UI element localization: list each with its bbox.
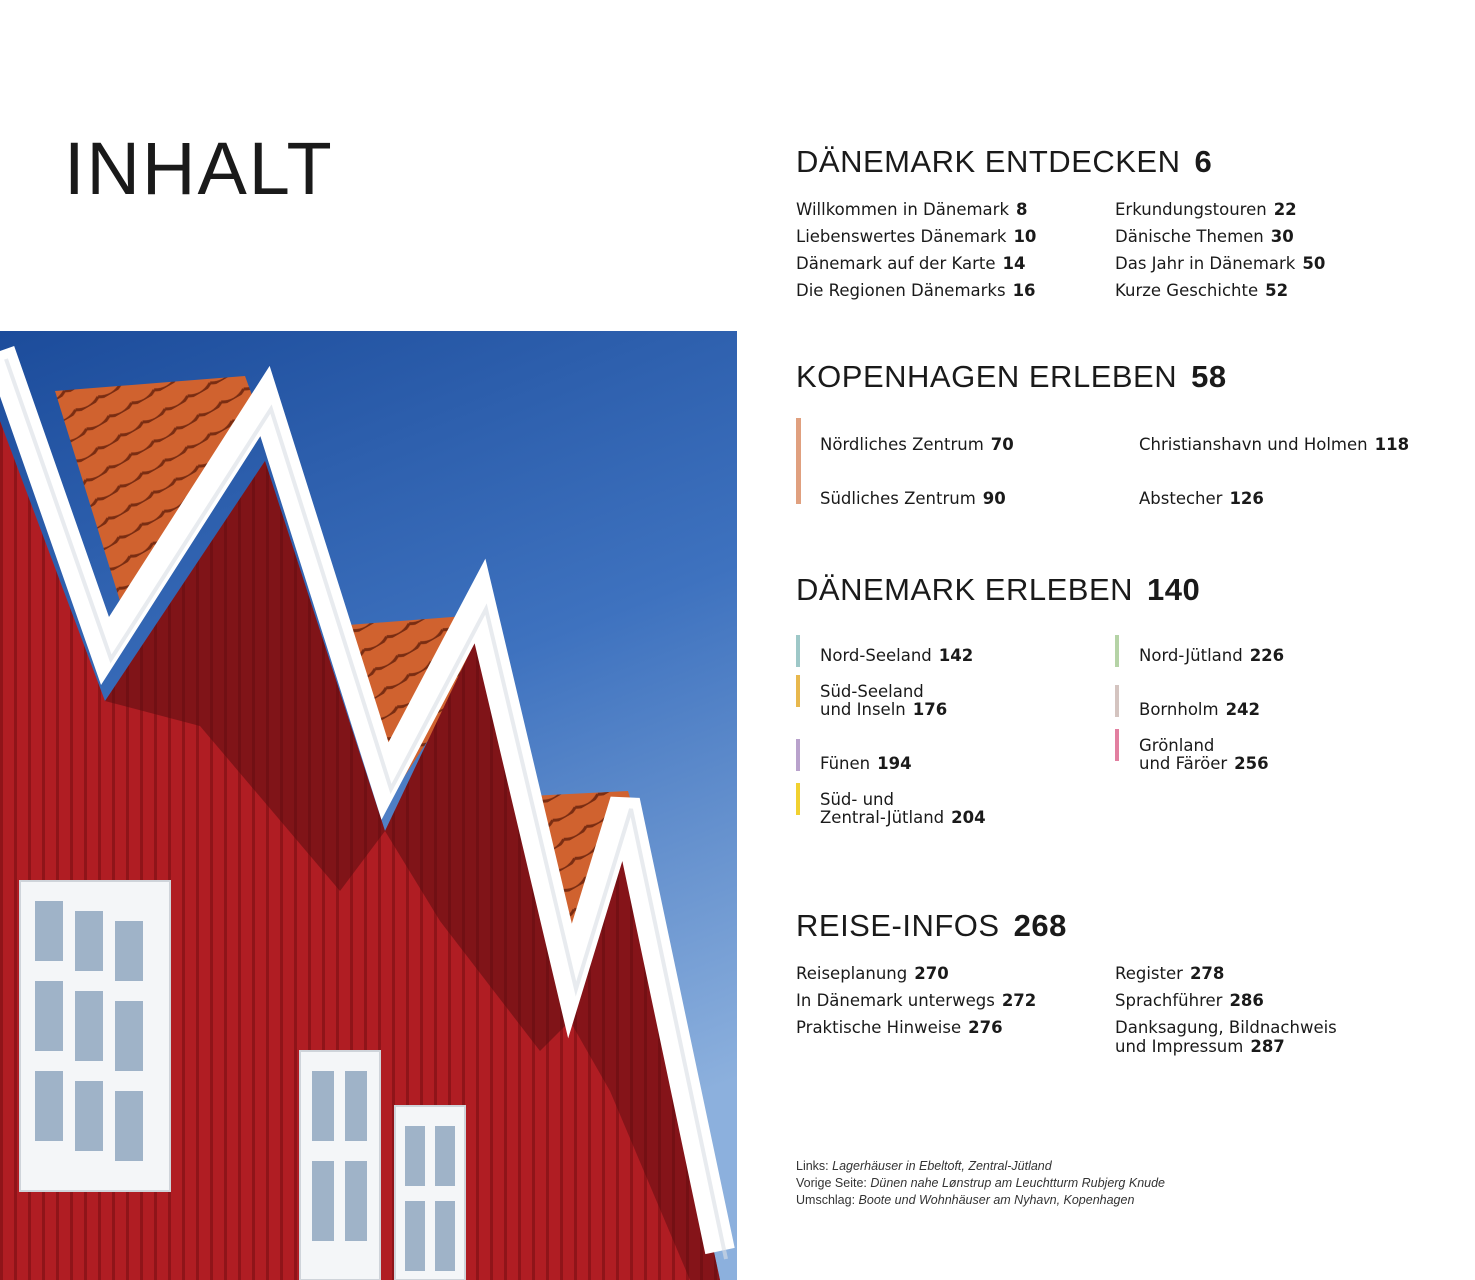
section-heading: REISE-INFOS 268 xyxy=(796,908,1067,943)
region-list xyxy=(796,647,1436,845)
toc-list xyxy=(796,960,1436,1056)
toc-entry[interactable]: Christianshavn und Holmen 118 xyxy=(1139,435,1410,454)
section-daenemark-erleben xyxy=(796,572,1436,827)
region-color-bar xyxy=(796,739,800,771)
photo-credits xyxy=(796,1158,1165,1209)
toc-entry[interactable]: Erkundungstouren 22 xyxy=(1115,200,1297,219)
page-title: INHALT xyxy=(64,127,334,210)
region-color-bar xyxy=(1115,635,1119,667)
section-heading: DÄNEMARK ERLEBEN 140 xyxy=(796,572,1201,607)
toc-entry[interactable]: Kurze Geschichte 52 xyxy=(1115,281,1289,300)
region-color-bar xyxy=(796,635,800,667)
toc-entry[interactable]: Das Jahr in Dänemark 50 xyxy=(1115,254,1326,273)
warehouse-illustration xyxy=(0,331,737,1280)
region-entry[interactable]: Grönland und Färöer 256 xyxy=(1115,737,1436,791)
region-entry[interactable]: Süd- und Zentral-Jütland 204 xyxy=(796,791,1115,845)
section-heading: DÄNEMARK ENTDECKEN 6 xyxy=(796,144,1213,179)
toc-entry[interactable]: Sprachführer 286 xyxy=(1115,991,1264,1010)
toc-entry[interactable]: Liebenswertes Dänemark 10 xyxy=(796,227,1037,246)
region-entry[interactable]: Bornholm 242 xyxy=(1115,683,1436,737)
section-reise-infos xyxy=(796,908,1436,1056)
toc-entry[interactable]: Praktische Hinweise 276 xyxy=(796,1018,1003,1037)
credit-line: Links: Lagerhäuser in Ebeltoft, Zentral-Jütland xyxy=(796,1159,1052,1173)
toc-entry[interactable]: Register 278 xyxy=(1115,964,1225,983)
region-entry[interactable]: Süd-Seeland und Inseln 176 xyxy=(796,683,1115,737)
toc-entry[interactable]: Reiseplanung 270 xyxy=(796,964,949,983)
section-daenemark-entdecken xyxy=(796,144,1436,300)
region-entry[interactable]: Fünen 194 xyxy=(796,737,1115,791)
credit-line: Vorige Seite: Dünen nahe Lønstrup am Leuchtturm Rubjerg Knude xyxy=(796,1176,1165,1190)
region-entry[interactable]: Nord-Seeland 142 xyxy=(796,647,1115,683)
toc-entry[interactable]: Die Regionen Dänemarks 16 xyxy=(796,281,1036,300)
toc-entry[interactable]: Dänische Themen 30 xyxy=(1115,227,1294,246)
toc-entry[interactable]: Nördliches Zentrum 70 xyxy=(820,435,1014,454)
toc-entry[interactable]: In Dänemark unterwegs 272 xyxy=(796,991,1037,1010)
region-color-bar xyxy=(1115,685,1119,717)
toc-entry[interactable]: Südliches Zentrum 90 xyxy=(820,489,1006,508)
toc-entry[interactable]: Willkommen in Dänemark 8 xyxy=(796,200,1028,219)
region-color-bar xyxy=(796,675,800,707)
toc-entry[interactable]: Dänemark auf der Karte 14 xyxy=(796,254,1026,273)
toc-entry[interactable]: Danksagung, Bildnachweis und Impressum 287 xyxy=(1115,1018,1337,1056)
region-entry[interactable]: Nord-Jütland 226 xyxy=(1115,647,1436,683)
credit-line: Umschlag: Boote und Wohnhäuser am Nyhavn, Kopenhagen xyxy=(796,1193,1135,1207)
region-color-bar xyxy=(796,783,800,815)
region-color-bar xyxy=(1115,729,1119,761)
section-heading: KOPENHAGEN ERLEBEN 58 xyxy=(796,359,1227,394)
warehouse-photo xyxy=(0,331,737,1280)
toc-list xyxy=(796,431,1436,512)
section-kopenhagen-erleben xyxy=(796,359,1436,508)
toc-entry[interactable]: Abstecher 126 xyxy=(1139,489,1264,508)
toc-list xyxy=(796,196,1436,304)
